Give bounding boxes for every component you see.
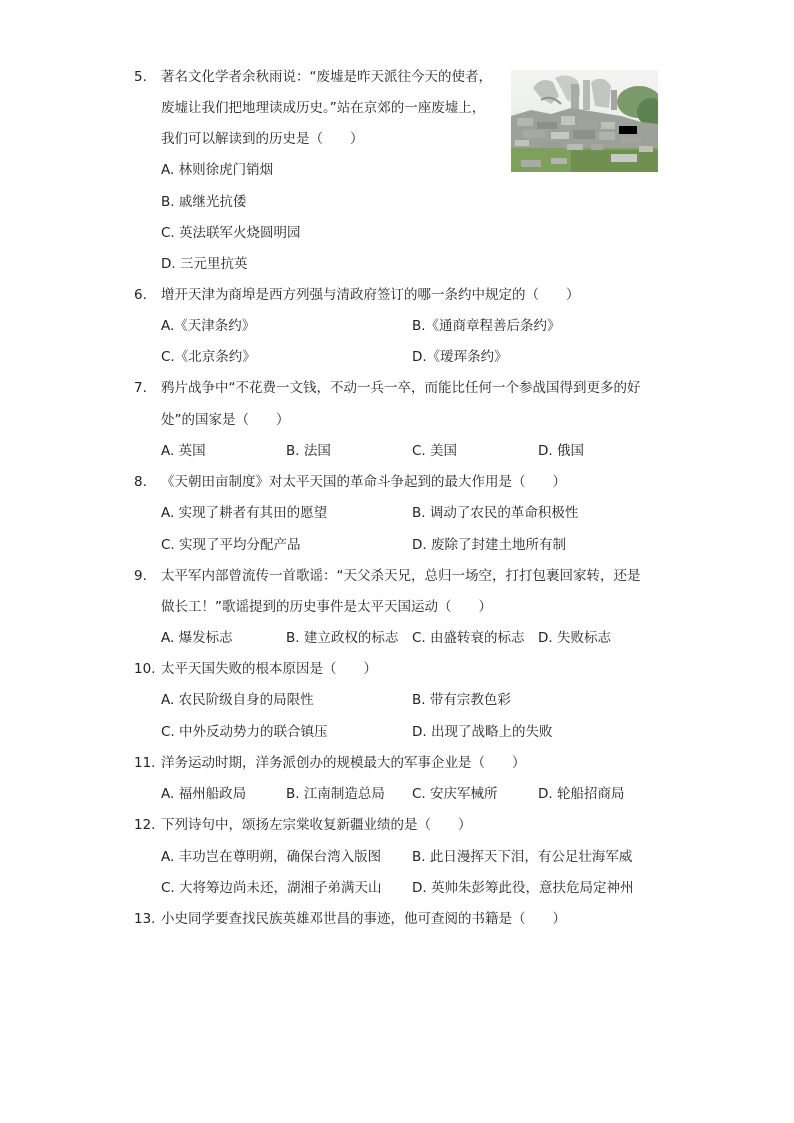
option-c[interactable]: C. 实现了平均分配产品 (161, 537, 301, 553)
question-number: 8. (134, 474, 147, 490)
option-d[interactable]: D. 轮船招商局 (538, 786, 625, 802)
option-b[interactable]: B. 此日漫挥天下泪，有公足壮海军威 (412, 849, 633, 865)
question-stem: 鸦片战争中“不花费一文钱，不动一兵一卒，而能比任何一个参战国得到更多的好 (161, 380, 641, 396)
option-d[interactable]: D. 俄国 (538, 443, 584, 459)
option-c[interactable]: C. 中外反动势力的联合镇压 (161, 724, 328, 740)
question-number: 13. (134, 911, 156, 927)
option-b[interactable]: B.《通商章程善后条约》 (412, 318, 561, 334)
option-c[interactable]: C. 由盛转衰的标志 (412, 630, 525, 646)
option-b[interactable]: B. 江南制造总局 (286, 786, 385, 802)
question-number: 11. (134, 755, 156, 771)
option-c[interactable]: C. 英法联军火烧圆明园 (161, 225, 301, 241)
option-d[interactable]: D. 失败标志 (538, 630, 611, 646)
option-a[interactable]: A. 实现了耕者有其田的愿望 (161, 505, 328, 521)
option-c[interactable]: C. 安庆军械所 (412, 786, 498, 802)
question-stem-line: 做长工！”歌谣提到的历史事件是太平天国运动（ ） (161, 599, 492, 615)
question-stem: 小史同学要查找民族英雄邓世昌的事迹，他可查阅的书籍是（ ） (161, 911, 566, 927)
option-a[interactable]: A. 爆发标志 (161, 630, 233, 646)
question-number: 5. (134, 69, 147, 85)
option-a[interactable]: A.《天津条约》 (161, 318, 256, 334)
option-a[interactable]: A. 英国 (161, 443, 206, 459)
question-number: 12. (134, 817, 156, 833)
option-a[interactable]: A. 林则徐虎门销烟 (161, 162, 274, 178)
option-b[interactable]: B. 法国 (286, 443, 331, 459)
option-b[interactable]: B. 调动了农民的革命积极性 (412, 505, 579, 521)
option-c[interactable]: C. 美国 (412, 443, 458, 459)
question-stem: 太平天国失败的根本原因是（ ） (161, 661, 377, 677)
question-number: 7. (134, 380, 147, 396)
option-d[interactable]: D. 出现了战略上的失败 (412, 724, 553, 740)
question-stem-line: 我们可以解读到的历史是（ ） (161, 131, 364, 147)
option-b[interactable]: B. 带有宗教色彩 (412, 692, 511, 708)
question-stem: 太平军内部曾流传一首歌谣：“天父杀天兄，总归一场空，打打包裹回家转，还是 (161, 568, 641, 584)
question-stem-line: 处”的国家是（ ） (161, 412, 290, 428)
option-d[interactable]: D.《瑷珲条约》 (412, 349, 508, 365)
option-d[interactable]: D. 废除了封建土地所有制 (412, 537, 566, 553)
option-b[interactable]: B. 戚继光抗倭 (161, 194, 247, 210)
question-stem: 增开天津为商埠是西方列强与清政府签订的哪一条约中规定的（ ） (161, 287, 580, 303)
question-stem: 下列诗句中，颂扬左宗棠收复新疆业绩的是（ ） (161, 817, 472, 833)
question-number: 10. (134, 661, 156, 677)
yuanmingyuan-ruins-photo (511, 70, 658, 172)
option-c[interactable]: C.《北京条约》 (161, 349, 256, 365)
option-a[interactable]: A. 丰功岂在尊明朔，确保台湾入版图 (161, 849, 382, 865)
question-number: 9. (134, 568, 147, 584)
question-stem: 洋务运动时期，洋务派创办的规模最大的军事企业是（ ） (161, 755, 526, 771)
option-c[interactable]: C. 大将筹边尚未还，湖湘子弟满天山 (161, 880, 382, 896)
question-stem: 《天朝田亩制度》对太平天国的革命斗争起到的最大作用是（ ） (161, 474, 566, 490)
option-b[interactable]: B. 建立政权的标志 (286, 630, 399, 646)
option-d[interactable]: D. 英帅朱彭筹此役，意扶危局定神州 (412, 880, 634, 896)
option-d[interactable]: D. 三元里抗英 (161, 256, 248, 272)
option-a[interactable]: A. 农民阶级自身的局限性 (161, 692, 314, 708)
question-number: 6. (134, 287, 147, 303)
question-stem: 著名文化学者余秋雨说：“废墟是昨天派往今天的使者， (161, 69, 492, 85)
option-a[interactable]: A. 福州船政局 (161, 786, 247, 802)
question-stem-line: 废墟让我们把地理读成历史。”站在京郊的一座废墟上， (161, 100, 486, 116)
